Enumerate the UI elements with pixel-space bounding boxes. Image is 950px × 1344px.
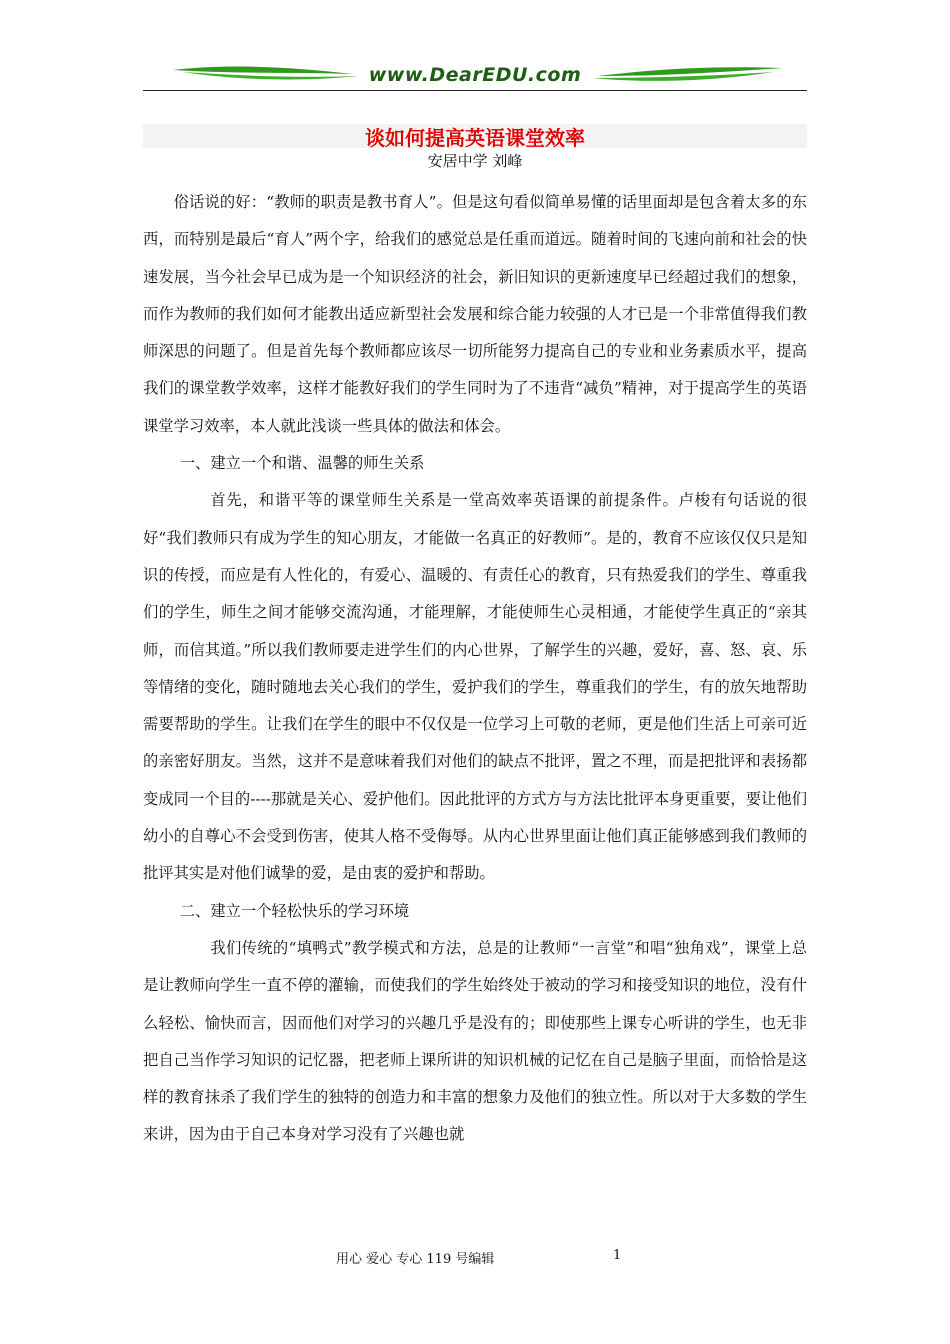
section-heading: 一、建立一个和谐、温馨的师生关系	[179, 454, 425, 473]
document-body	[143, 184, 807, 1154]
header-rule	[143, 90, 807, 91]
document-author: 安居中学 刘峰	[427, 152, 523, 170]
header-banner	[143, 62, 807, 92]
body-paragraph: 俗话说的好：“教师的职责是教书育人”。但是这句看似简单易懂的话里面却是包含着太多的东西，而特别是最后“育人”两个字，给我们的感觉总是任重而道远。随着时间的飞速向前和社会的快速发展，当今社会早已成为是一个知识经济的社会，新旧知识的更新速度早已经超过我们的想象，而作为教师的我们如何才能教出适应新型社会发展和综合能力较强的人才已是一个非常值得我们教师深思的问题了。但是首先每个教师都应该尽一切所能努力提高自己的专业和业务素质水平，提高我们的课堂教学效率，这样才能教好我们的学生同时为了不违背“减负”精神，对于提高学生的英语课堂学习效率，本人就此浅谈一些具体的做法和体会。	[143, 193, 807, 435]
document-title: 谈如何提高英语课堂效率	[365, 126, 585, 150]
section-heading: 二、建立一个轻松快乐的学习环境	[179, 901, 410, 920]
body-paragraph: 我们传统的“填鸭式”教学模式和方法，总是的让教师“一言堂”和唱“独角戏”，课堂上总是让教师向学生一直不停的灌输，而使我们的学生始终处于被动的学习和接受知识的地位，没有什么轻松、愉快而言，因而他们对学习的兴趣几乎是没有的；即使那些上课专心听讲的学生，也无非把自己当作学习知识的记忆器，把老师上课所讲的知识机械的记忆在自己是脑子里面，而恰恰是这样的教育抹杀了我们学生的独特的创造力和丰富的想象力及他们的独立性。所以对于大多数的学生来讲，因为由于自己本身对学习没有了兴趣也就	[143, 938, 807, 1144]
page-number: 1	[613, 1248, 622, 1263]
banner-site-text: www.DearEDU.com	[368, 64, 582, 86]
footer-text: 用心 爱心 专心 119 号编辑	[336, 1252, 495, 1267]
body-paragraph: 首先，和谐平等的课堂师生关系是一堂高效率英语课的前提条件。卢梭有句话说的很好“我们教师只有成为学生的知心朋友，才能做一名真正的好教师”。是的，教育不应该仅仅只是知识的传授，而应是有人性化的，有爱心、温暖的、有责任心的教育，只有热爱我们的学生、尊重我们的学生，师生之间才能够交流沟通，才能理解，才能使师生心灵相通，才能使学生真正的“亲其师，而信其道。”所以我们教师要走进学生们的内心世界，了解学生的兴趣，爱好，喜、怒、哀、乐等情绪的变化，随时随地去关心我们的学生，爱护我们的学生，尊重我们的学生，有的放矢地帮助需要帮助的学生。让我们在学生的眼中不仅仅是一位学习上可敬的老师，更是他们生活上可亲可近的亲密好朋友。当然，这并不是意味着我们对他们的缺点不批评，置之不理，而是把批评和表扬都变成同一个目的----那就是关心、爱护他们。因此批评的方式方与方法比批评本身更重要，要让他们幼小的自尊心不会受到伤害，使其人格不受侮辱。从内心世界里面让他们真正能够感到我们教师的批评其实是对他们诚挚的爱，是由衷的爱护和帮助。	[143, 491, 807, 883]
